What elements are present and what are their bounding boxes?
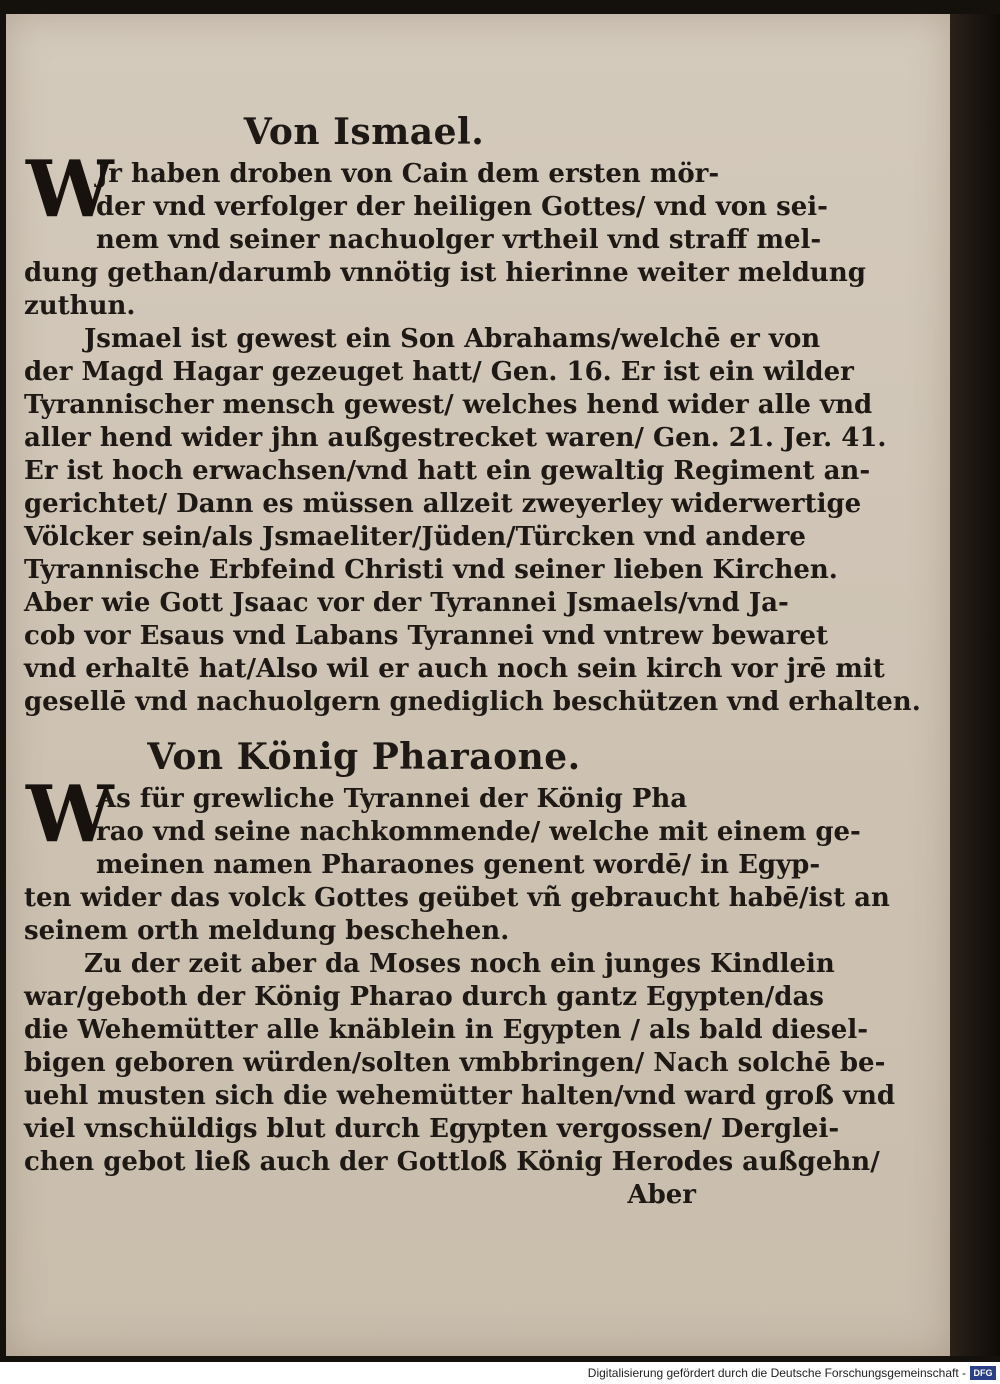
text-line: Jsmael ist gewest ein Son Abrahams/welchē er von: [84, 324, 821, 354]
text-line: nem vnd seiner nachuolger vrtheil vnd straff mel-: [96, 225, 822, 255]
text-line: der vnd verfolger der heiligen Gottes/ vnd von sei-: [96, 192, 828, 222]
drop-capital: W: [26, 144, 114, 235]
text-line: vnd erhaltē hat/Also wil er auch noch sein kirch vor jrē mit: [24, 654, 885, 684]
text-line: bigen geboren würden/solten vmbbringen/ Nach solchē be-: [24, 1048, 886, 1078]
section-heading-ismael: Von Ismael.: [243, 111, 485, 153]
text-line: seinem orth meldung beschehen.: [24, 916, 510, 946]
text-line: aller hend wider jhn außgestrecket waren/ Gen. 21. Jer. 41.: [24, 423, 887, 453]
text-line: zuthun.: [24, 291, 136, 321]
page-text: [24, 110, 921, 1212]
text-line: meinen namen Pharaones genent wordē/ in Egyp-: [96, 850, 821, 880]
text-line: gesellē vnd nachuolgern gnediglich beschützen vnd erhalten.: [24, 687, 921, 717]
text-line: Er ist hoch erwachsen/vnd hatt ein gewaltig Regiment an-: [24, 456, 871, 486]
paragraph-pharao-2: [24, 948, 896, 1212]
text-line: Tyrannischer mensch gewest/ welches hend wider alle vnd: [24, 390, 873, 420]
text-line: die Wehemütter alle knäblein in Egypten / als bald diesel-: [24, 1015, 868, 1045]
drop-capital: W: [26, 769, 114, 860]
dfg-logo: DFG: [970, 1366, 996, 1380]
text-line: Aber wie Gott Jsaac vor der Tyrannei Jsmaels/vnd Ja-: [24, 588, 789, 618]
text-line: cob vor Esaus vnd Labans Tyrannei vnd vntrew bewaret: [24, 621, 829, 651]
funding-notice: Digitalisierung gefördert durch die Deutsche Forschungsgemeinschaft -: [587, 1366, 966, 1380]
text-line: chen gebot ließ auch der Gottloß König Herodes außgehn/: [24, 1147, 880, 1177]
paragraph-ismael-2: [24, 323, 921, 719]
text-line: Tyrannische Erbfeind Christi vnd seiner lieben Kirchen.: [24, 555, 838, 585]
text-line: ten wider das volck Gottes geübet vñ gebraucht habē/ist an: [24, 883, 890, 913]
text-line: Jr haben droben von Cain dem ersten mör-: [96, 159, 720, 189]
text-line: uehl musten sich die wehemütter halten/vnd ward groß vnd: [24, 1081, 896, 1111]
text-line: war/geboth der König Pharao durch gantz Egypten/das: [24, 982, 824, 1012]
footer-bar: [0, 1362, 1000, 1384]
text-line: viel vnschüldigs blut durch Egypten vergossen/ Derglei-: [24, 1114, 840, 1144]
text-line: der Magd Hagar gezeuget hatt/ Gen. 16. Er ist ein wilder: [24, 357, 854, 387]
text-line: Zu der zeit aber da Moses noch ein junges Kindlein: [84, 949, 835, 979]
text-line: gerichtet/ Dann es müssen allzeit zweyerley widerwertige: [24, 489, 862, 519]
text-line: rao vnd seine nachkommende/ welche mit einem ge-: [96, 817, 861, 847]
catchword: Aber: [627, 1180, 696, 1210]
paragraph-pharao-1: [24, 769, 890, 948]
text-line: Völcker sein/als Jsmaeliter/Jüden/Türcken vnd andere: [24, 522, 806, 552]
page-edge: [950, 14, 1000, 1356]
paragraph-ismael-1: [24, 144, 866, 323]
section-heading-pharao: Von König Pharaone.: [147, 736, 581, 778]
text-line: As für grewliche Tyrannei der König Pha: [96, 784, 688, 814]
text-line: dung gethan/darumb vnnötig ist hierinne weiter meldung: [24, 258, 866, 288]
